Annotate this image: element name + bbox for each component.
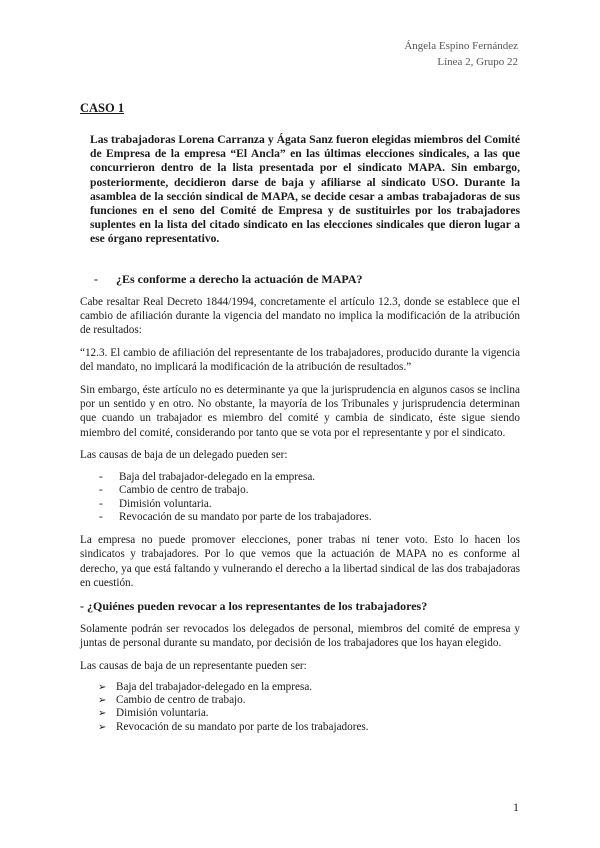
paragraph-6: Solamente podrán ser revocados los delegados de personal, miembros del comité de empresa y juntas de personal durante su mandato, por decisión de los trabajadores que los hayan elegido.: [80, 622, 520, 650]
question-1-dash: -: [94, 271, 98, 286]
dash-marker: -: [99, 497, 103, 510]
list-item: [80, 484, 520, 498]
arrow-bullet-icon: ➢: [98, 721, 107, 733]
page-number: 1: [513, 800, 519, 814]
representative-causes-list: [80, 681, 520, 734]
quote-paragraph: “12.3. El cambio de afiliación del representante de los trabajadores, producido durante la vigencia del mandato, no implicará la modificación de la atribución de resultados.”: [80, 346, 520, 374]
question-1-text: ¿Es conforme a derecho la actuación de MAPA?: [116, 271, 363, 286]
paragraph-3: Sin embargo, éste artículo no es determinante ya que la jurisprudencia en algunos casos se inclina por un sentido y en otro. No obstante, la mayoría de los Tribunales y jurisprudencia determinan que cuando un trabajador es miembro del comité y cambia de sindicato, éste sigue siendo miembro del comité, considerando por tanto que se vota por el representante y por el sindicato.: [80, 383, 520, 439]
paragraph-4: Las causas de baja de un delegado pueden ser:: [80, 449, 288, 462]
list-item-text: Dimisión voluntaria.: [116, 707, 209, 720]
question-2: - ¿Quiénes pueden revocar a los representantes de los trabajadores?: [80, 598, 428, 613]
case-statement: Las trabajadoras Lorena Carranza y Ágata Sanz fueron elegidas miembros del Comité de Empresa de la empresa “El Ancla” en las últimas elecciones sindicales, a las que concurrieron dentro de la lista presentada por el sindicato MAPA. Sin embargo, posteriormente, decidieron darse de baja y afiliarse al sindicato USO. Durante la asamblea de la sección sindical de MAPA, se decide cesar a ambas trabajadoras de sus funciones en el seno del Comité de Empresa y de sustituirles por los trabajadores suplentes en la lista del citado sindicato en las elecciones sindicales que dieron lugar a ese órgano representativo.: [90, 133, 520, 246]
header-author: Ángela Espino Fernández: [404, 40, 518, 52]
list-item: [80, 511, 520, 525]
list-item: [80, 694, 520, 707]
case-title: CASO 1: [80, 101, 125, 115]
header-group: Línea 2, Grupo 22: [437, 56, 518, 68]
paragraph-1: Cabe resaltar Real Decreto 1844/1994, concretamente el artículo 12.3, donde se establece que el cambio de afiliación durante la vigencia del mandato no implica la modificación de la atribución de resultados:: [80, 295, 520, 337]
question-1: [94, 272, 520, 287]
list-item: [80, 721, 520, 734]
list-item: [80, 681, 520, 694]
list-item-text: Baja del trabajador-delegado en la empresa.: [116, 680, 313, 693]
paragraph-7: Las causas de baja de un representante pueden ser:: [80, 659, 307, 672]
document-body: [80, 101, 520, 734]
list-item-text: Dimisión voluntaria.: [119, 497, 212, 510]
dash-marker: -: [99, 484, 103, 497]
page-header: [404, 38, 518, 70]
list-item-text: Baja del trabajador-delegado en la empresa.: [119, 470, 316, 483]
paragraph-5: La empresa no puede promover elecciones, poner trabas ni tener voto. Esto lo hacen los sindicatos y trabajadores. Por lo que vemos que la actuación de MAPA no es conforme al derecho, ya que está faltando y vulnerando el derecho a la libertad sindical de las dos trabajadoras en cuestión.: [80, 534, 520, 590]
list-item-text: Cambio de centro de trabajo.: [116, 694, 246, 707]
delegate-causes-list: [80, 471, 520, 525]
arrow-bullet-icon: ➢: [98, 708, 107, 720]
dash-marker: -: [99, 470, 103, 483]
list-item: [80, 498, 520, 512]
arrow-bullet-icon: ➢: [98, 695, 107, 707]
list-item: [80, 707, 520, 720]
arrow-bullet-icon: ➢: [98, 681, 107, 693]
list-item: [80, 471, 520, 485]
list-item-text: Revocación de su mandato por parte de los trabajadores.: [116, 720, 369, 733]
list-item-text: Cambio de centro de trabajo.: [119, 484, 249, 497]
list-item-text: Revocación de su mandato por parte de los trabajadores.: [119, 511, 372, 524]
dash-marker: -: [99, 511, 103, 524]
